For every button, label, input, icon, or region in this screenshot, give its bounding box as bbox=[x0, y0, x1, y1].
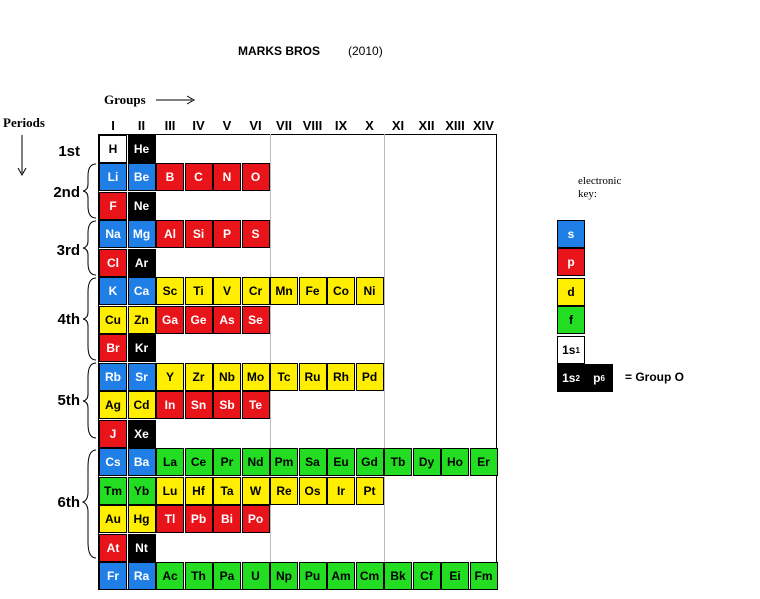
element-cell: S bbox=[242, 220, 270, 248]
group-header: I bbox=[111, 118, 115, 133]
element-cell: Hg bbox=[128, 505, 156, 533]
element-cell: Na bbox=[99, 220, 127, 248]
brace-5th bbox=[83, 363, 96, 438]
page-title: MARKS BROS bbox=[238, 44, 321, 58]
element-cell: Pb bbox=[185, 505, 213, 533]
element-cell: Ti bbox=[185, 277, 213, 305]
key-group0-label: = Group O bbox=[625, 370, 685, 384]
element-cell: Ag bbox=[99, 391, 127, 419]
element-cell: As bbox=[213, 306, 241, 334]
element-cell: N bbox=[213, 163, 241, 191]
element-cell: Pa bbox=[213, 562, 241, 590]
element-cell: Sn bbox=[185, 391, 213, 419]
element-cell: V bbox=[213, 277, 241, 305]
key-d: d bbox=[557, 278, 585, 306]
element-cell: H bbox=[99, 135, 127, 163]
element-cell: Tl bbox=[156, 505, 184, 533]
element-cell: Nt bbox=[128, 534, 156, 562]
element-cell: Sc bbox=[156, 277, 184, 305]
element-cell: Re bbox=[270, 477, 298, 505]
brace-4th bbox=[83, 278, 96, 360]
element-cell: Al bbox=[156, 220, 184, 248]
element-cell: U bbox=[242, 562, 270, 590]
element-cell: Nb bbox=[213, 363, 241, 391]
element-cell: Pu bbox=[299, 562, 327, 590]
group-header: IX bbox=[334, 118, 348, 133]
brace-6th bbox=[83, 450, 96, 558]
period-braces bbox=[82, 162, 100, 592]
element-cell: Pr bbox=[213, 448, 241, 476]
group-header: X bbox=[365, 118, 374, 133]
element-cell: Sb bbox=[213, 391, 241, 419]
element-cell: Pm bbox=[270, 448, 298, 476]
key-s: s bbox=[557, 220, 585, 248]
element-cell: Mg bbox=[128, 220, 156, 248]
element-cell: Bk bbox=[384, 562, 412, 590]
group-header: XIV bbox=[473, 118, 494, 133]
groups-arrow-icon bbox=[154, 94, 198, 106]
element-cell: C bbox=[185, 163, 213, 191]
element-cell: Fr bbox=[99, 562, 127, 590]
element-cell: Dy bbox=[413, 448, 441, 476]
element-cell: Rb bbox=[99, 363, 127, 391]
element-cell: Cr bbox=[242, 277, 270, 305]
element-cell: O bbox=[242, 163, 270, 191]
element-cell: Kr bbox=[128, 334, 156, 362]
element-cell: Nd bbox=[242, 448, 270, 476]
element-cell: La bbox=[156, 448, 184, 476]
period-label: 3rd bbox=[56, 242, 80, 259]
element-cell: Th bbox=[185, 562, 213, 590]
element-cell: At bbox=[99, 534, 127, 562]
element-cell: Ni bbox=[356, 277, 384, 305]
element-cell: P bbox=[213, 220, 241, 248]
element-cell: Np bbox=[270, 562, 298, 590]
element-cell: Fe bbox=[299, 277, 327, 305]
period-label: 6th bbox=[57, 494, 80, 511]
element-cell: W bbox=[242, 477, 270, 505]
group-header: XII bbox=[418, 118, 435, 133]
element-cell: Au bbox=[99, 505, 127, 533]
element-cell: Ei bbox=[441, 562, 469, 590]
key-title: electronic key: bbox=[578, 175, 622, 200]
element-cell: Rh bbox=[327, 363, 355, 391]
element-cell: Ir bbox=[327, 477, 355, 505]
group-header: XI bbox=[391, 118, 405, 133]
element-cell: Ar bbox=[128, 249, 156, 277]
element-cell: Sa bbox=[299, 448, 327, 476]
element-cell: Ne bbox=[128, 192, 156, 220]
element-cell: Zr bbox=[185, 363, 213, 391]
element-cell: Cl bbox=[99, 249, 127, 277]
element-cell: Cf bbox=[413, 562, 441, 590]
periods-arrow-icon bbox=[14, 133, 30, 179]
element-cell: Am bbox=[327, 562, 355, 590]
key-p: p bbox=[557, 248, 585, 276]
element-cell: Ga bbox=[156, 306, 184, 334]
element-cell: Mo bbox=[242, 363, 270, 391]
grid-divider bbox=[384, 134, 385, 590]
element-cell: Te bbox=[242, 391, 270, 419]
brace-3rd bbox=[83, 221, 96, 275]
element-cell: Be bbox=[128, 163, 156, 191]
group-header: VII bbox=[276, 118, 292, 133]
element-cell: Tm bbox=[99, 477, 127, 505]
element-cell: Ac bbox=[156, 562, 184, 590]
element-cell: Br bbox=[99, 334, 127, 362]
group-header: VI bbox=[249, 118, 262, 133]
element-cell: Se bbox=[242, 306, 270, 334]
element-cell: Ce bbox=[185, 448, 213, 476]
element-cell: Pt bbox=[356, 477, 384, 505]
element-cell: Ra bbox=[128, 562, 156, 590]
group-header: IV bbox=[192, 118, 205, 133]
element-cell: Ho bbox=[441, 448, 469, 476]
group-header: V bbox=[222, 118, 232, 133]
element-cell: Po bbox=[242, 505, 270, 533]
key-hydrogen: 1s 1 bbox=[557, 336, 585, 364]
period-label: 4th bbox=[57, 311, 80, 328]
element-cell: Y bbox=[156, 363, 184, 391]
period-label: 2nd bbox=[53, 184, 80, 201]
groups-axis-label: Groups bbox=[104, 92, 146, 107]
element-cell: Hf bbox=[185, 477, 213, 505]
page-year: (2010) bbox=[348, 44, 383, 58]
key-group0-1s: 1s 2 bbox=[557, 364, 585, 392]
group-header: XIII bbox=[445, 118, 465, 133]
period-label: 5th bbox=[57, 392, 80, 409]
period-label: 1st bbox=[58, 143, 80, 160]
element-cell: Co bbox=[327, 277, 355, 305]
element-cell: Cm bbox=[356, 562, 384, 590]
element-cell: Cu bbox=[99, 306, 127, 334]
group-header: III bbox=[164, 118, 176, 133]
grid-divider bbox=[270, 134, 271, 590]
element-cell: In bbox=[156, 391, 184, 419]
element-cell: Cd bbox=[128, 391, 156, 419]
element-cell: Li bbox=[99, 163, 127, 191]
element-cell: J bbox=[99, 420, 127, 448]
element-cell: F bbox=[99, 192, 127, 220]
element-cell: Ta bbox=[213, 477, 241, 505]
element-cell: He bbox=[128, 135, 156, 163]
element-cell: Ru bbox=[299, 363, 327, 391]
element-cell: Tb bbox=[384, 448, 412, 476]
element-cell: Si bbox=[185, 220, 213, 248]
element-cell: Mn bbox=[270, 277, 298, 305]
element-cell: Er bbox=[470, 448, 498, 476]
brace-2nd bbox=[83, 164, 96, 218]
group-header: VIII bbox=[302, 118, 323, 133]
element-cell: Ge bbox=[185, 306, 213, 334]
periods-axis-label: Periods bbox=[3, 115, 45, 130]
element-cell: Sr bbox=[128, 363, 156, 391]
key-group0-p: p 6 bbox=[585, 364, 613, 392]
element-cell: Lu bbox=[156, 477, 184, 505]
element-cell: Os bbox=[299, 477, 327, 505]
element-cell: Zn bbox=[128, 306, 156, 334]
group-header: II bbox=[137, 118, 146, 133]
element-cell: Xe bbox=[128, 420, 156, 448]
element-cell: Gd bbox=[356, 448, 384, 476]
element-cell: Bi bbox=[213, 505, 241, 533]
element-cell: Tc bbox=[270, 363, 298, 391]
element-cell: K bbox=[99, 277, 127, 305]
key-f: f bbox=[557, 306, 585, 334]
element-cell: B bbox=[156, 163, 184, 191]
element-cell: Yb bbox=[128, 477, 156, 505]
element-cell: Eu bbox=[327, 448, 355, 476]
element-cell: Pd bbox=[356, 363, 384, 391]
element-cell: Fm bbox=[470, 562, 498, 590]
element-cell: Cs bbox=[99, 448, 127, 476]
element-cell: Ca bbox=[128, 277, 156, 305]
element-cell: Ba bbox=[128, 448, 156, 476]
